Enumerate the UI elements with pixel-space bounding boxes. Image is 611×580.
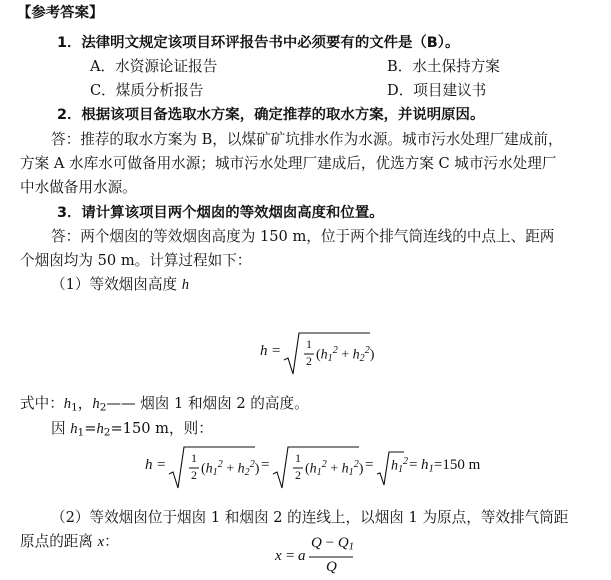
- because-prefix: 因: [51, 420, 66, 437]
- fraction-bar-icon: [309, 556, 353, 558]
- step1-label: （1）等效烟囱高度: [51, 276, 178, 293]
- q1-option-c: C．煤质分析报告: [90, 82, 204, 99]
- step2-line: 原点的距离 x：: [20, 533, 119, 550]
- formula-result: =150 m: [433, 457, 481, 473]
- var-x: x: [97, 534, 105, 550]
- distance-formula: x = a $Q - Q_1$ Q: [275, 535, 355, 575]
- q2-answer-line: 中水做备用水源。: [20, 179, 137, 196]
- where-line: 式中：$h_1$，$h_2——$ 烟囱 1 和烟囱 2 的高度。: [20, 395, 309, 414]
- where-text: —— 烟囱 1 和烟囱 2 的高度。: [106, 395, 309, 412]
- q2-question: 2．根据该项目备选取水方案，确定推荐的取水方案，并说明原因。: [57, 107, 485, 123]
- q2-answer-line: 方案 A 水库水可做备用水源；城市污水处理厂建成后，优选方案 C 城市污水处理厂: [20, 155, 557, 172]
- step1-heading: [51, 274, 189, 296]
- q3-answer-line: 个烟囱均为 50 m。计算过程如下：: [20, 252, 252, 269]
- q1-option-d: D．项目建议书: [387, 82, 487, 99]
- q2-answer-line: 答：推荐的取水方案为 B，以煤矿矿坑排水作为水源。城市污水处理厂建成前，: [51, 131, 563, 148]
- because-text: =150 m，则：: [110, 420, 213, 437]
- var-h: h: [181, 277, 189, 293]
- height-derivation-formula: h = 1 2 $(h_1^2 + h_2^2)$ = 1 2 $(h_1^2 + h_1^2)$ = $h_1^2$ = $h_1=150$ m: [145, 444, 490, 492]
- where-prefix: 式中：: [20, 395, 64, 412]
- step2-line: （2）等效烟囱位于烟囱 1 和烟囱 2 的连线上，以烟囱 1 为原点，等效排气筒距: [51, 509, 569, 526]
- q1-option-a: A．水资源论证报告: [90, 58, 218, 75]
- q1-option-b: B．水土保持方案: [387, 58, 500, 75]
- because-line: 因 $h_1=h_2=150$ m，则：: [51, 420, 213, 439]
- q3-answer-line: 答：两个烟囱的等效烟囱高度为 150 m，位于两个排气筒连线的中点上、距两: [51, 228, 555, 245]
- answer-header: 【参考答案】: [17, 5, 104, 21]
- q3-question: 3．请计算该项目两个烟囱的等效烟囱高度和位置。: [57, 205, 384, 221]
- equivalent-height-formula: h = 1 2 $(h_1^2 + h_2^2)$: [260, 330, 370, 378]
- q1-question: 1．法律明文规定该项目环评报告书中必须要有的文件是（B）。: [57, 35, 460, 51]
